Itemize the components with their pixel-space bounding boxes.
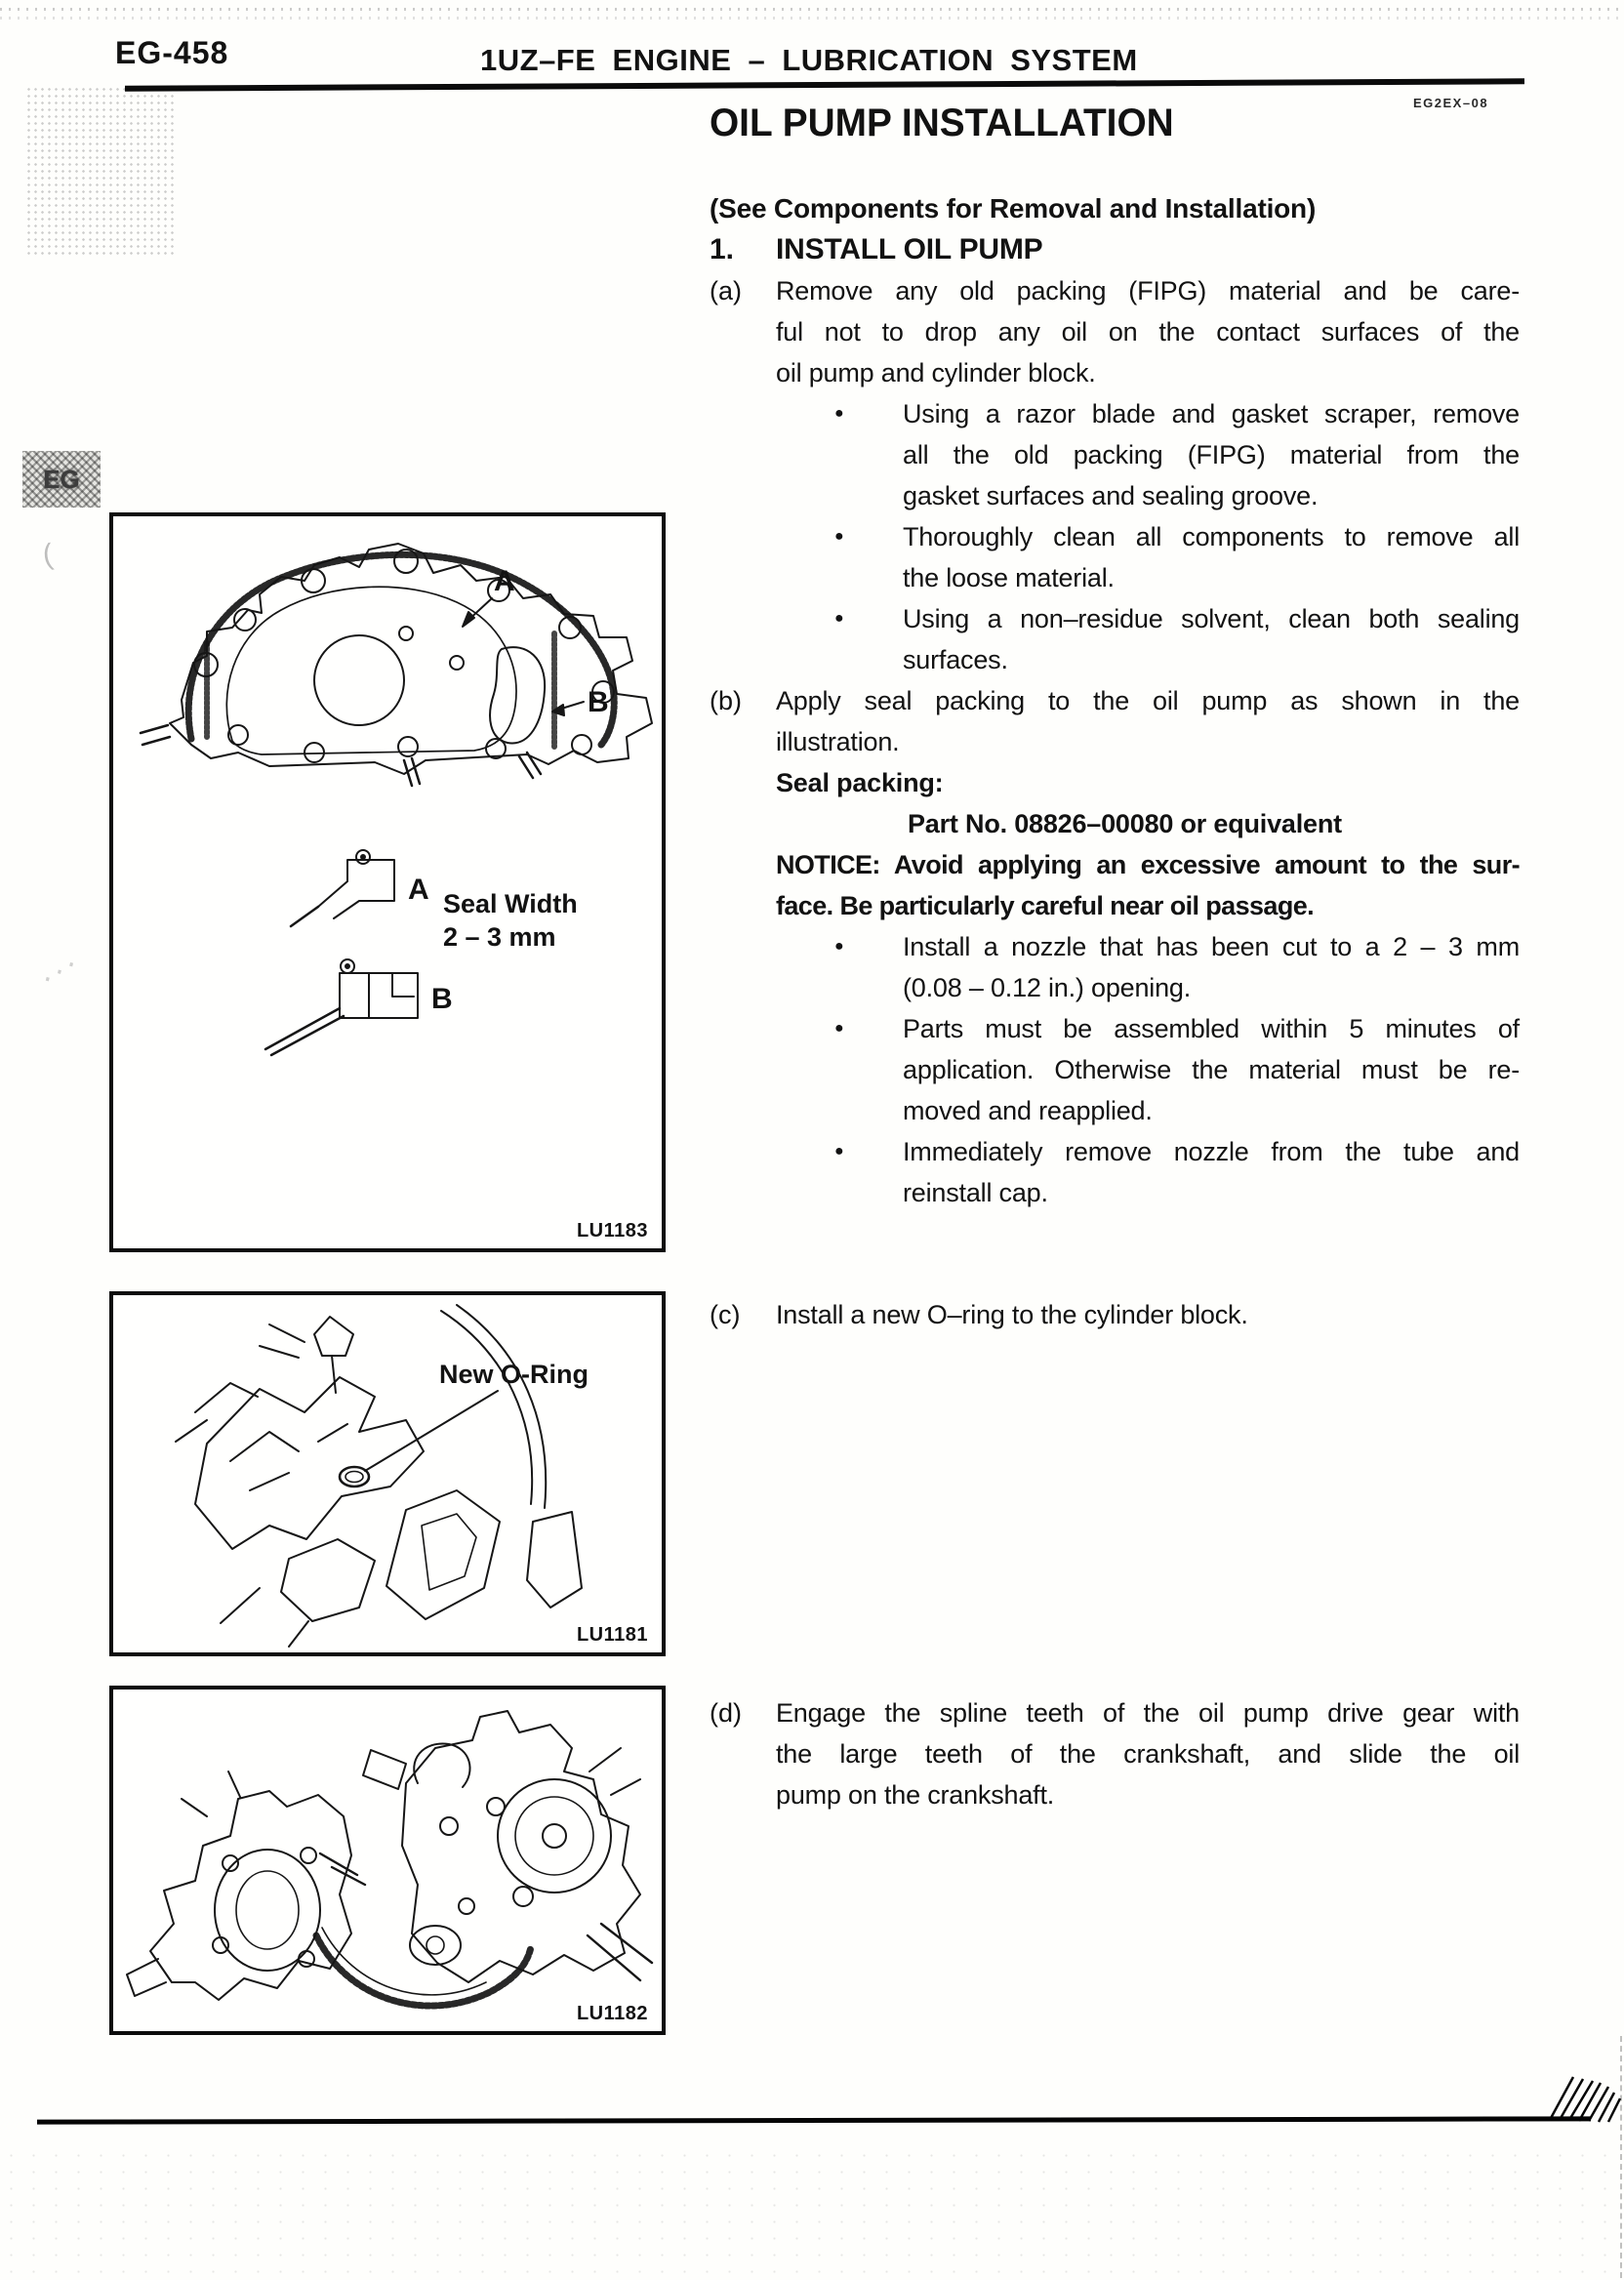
text-line: the loose material. — [903, 563, 1115, 592]
part-number: Part No. 08826–00080 or equivalent — [908, 809, 1342, 838]
para-d-marker: (d) — [710, 1698, 742, 1728]
scan-noise-top — [0, 8, 1624, 11]
para-d — [710, 1692, 1523, 1815]
header-rule — [125, 78, 1524, 92]
scan-noise-top — [0, 17, 1624, 20]
figure-new-o-ring — [109, 1291, 666, 1656]
bullet-marker: ● — [834, 1143, 844, 1160]
text-line: Remove any old packing (FIPG) material and be care- — [776, 276, 1520, 305]
figure-code: LU1182 — [576, 2003, 648, 2024]
oil-pump-crankshaft-diagram — [113, 1690, 662, 2031]
bullet-marker: ● — [834, 405, 844, 422]
para-c — [710, 1294, 1523, 1335]
bullet-item-4 — [710, 926, 1523, 1008]
bullet-item-1 — [710, 393, 1523, 516]
bullet-marker: ● — [834, 610, 844, 627]
para-b-marker: (b) — [710, 686, 742, 715]
text-line: Parts must be assembled within 5 minutes of — [903, 1014, 1520, 1043]
text-line: Install a nozzle that has been cut to a 2 – 3 mm — [903, 932, 1520, 961]
text-line: gasket surfaces and sealing groove. — [903, 481, 1319, 510]
text-line: Using a razor blade and gasket scraper, remove — [903, 399, 1520, 428]
cylinder-block-o-ring-diagram — [113, 1295, 662, 1652]
seal-packing-label: Seal packing: — [776, 768, 944, 797]
text-line: illustration. — [776, 727, 900, 756]
bullet-item-3 — [710, 598, 1523, 680]
scan-stray-mark: ( — [40, 538, 56, 572]
detail-label-a: A — [408, 874, 429, 906]
bullet-marker: ● — [834, 1020, 844, 1037]
doc-code: EG2EX–08 — [1413, 96, 1489, 110]
bullet-item-2 — [710, 516, 1523, 598]
para-c-marker: (c) — [710, 1300, 741, 1329]
step-title: INSTALL OIL PUMP — [776, 233, 1043, 265]
text-line: application. Otherwise the material must be re- — [903, 1055, 1520, 1084]
scan-stray-mark: ⋰ — [41, 952, 78, 992]
seal-width-caption: Seal Width — [443, 889, 578, 918]
bullet-marker: ● — [834, 528, 844, 545]
step-1 — [710, 229, 1523, 270]
text-line: reinstall cap. — [903, 1178, 1048, 1207]
figure-label-b: B — [588, 686, 609, 718]
page-number: EG-458 — [115, 35, 229, 70]
text-line: ful not to drop any oil on the contact surfaces of the — [776, 317, 1520, 346]
scan-hatch-mark — [1540, 2067, 1624, 2124]
figure-code: LU1181 — [576, 1624, 648, 1646]
step-number: 1. — [710, 233, 735, 265]
para-a-marker: (a) — [710, 276, 742, 305]
o-ring-annotation: New O-Ring — [439, 1360, 589, 1389]
bullet-item-5 — [710, 1008, 1523, 1131]
page-title: OIL PUMP INSTALLATION — [710, 102, 1174, 144]
text-line: surfaces. — [903, 645, 1008, 674]
procedure-text-column — [710, 188, 1523, 1213]
text-line: oil pump and cylinder block. — [776, 358, 1096, 387]
notice-line: NOTICE: Avoid applying an excessive amount to the sur- — [776, 850, 1520, 879]
para-a — [710, 270, 1523, 393]
bullet-item-6 — [710, 1131, 1523, 1213]
seal-width-value: 2 – 3 mm — [443, 922, 556, 952]
figure-seal-packing — [109, 512, 666, 1252]
text-line: moved and reapplied. — [903, 1096, 1153, 1125]
see-note: (See Components for Removal and Installation) — [710, 193, 1317, 224]
para-b — [710, 680, 1523, 926]
text-line: Immediately remove nozzle from the tube and — [903, 1137, 1520, 1166]
scan-speckle — [25, 86, 178, 257]
text-line: Using a non–residue solvent, clean both sealing — [903, 604, 1520, 633]
figure-crankshaft-engage — [109, 1686, 666, 2035]
text-line: Engage the spline teeth of the oil pump drive gear with — [776, 1698, 1520, 1728]
section-tab-eg: EG — [22, 451, 101, 508]
notice-line: face. Be particularly careful near oil passage. — [776, 891, 1315, 920]
text-line: Thoroughly clean all components to remove all — [903, 522, 1520, 551]
scan-bottom-line — [37, 2116, 1591, 2124]
figure-label-a: A — [494, 565, 515, 597]
text-line: all the old packing (FIPG) material from the — [903, 440, 1520, 469]
oil-pump-seal-diagram — [113, 516, 662, 1248]
text-line: the large teeth of the crankshaft, and slide the oil — [776, 1739, 1520, 1769]
text-line: Apply seal packing to the oil pump as shown in the — [776, 686, 1520, 715]
figure-code: LU1183 — [576, 1220, 648, 1242]
text-line: Install a new O–ring to the cylinder block. — [776, 1300, 1248, 1329]
scan-speckle — [0, 2147, 1624, 2274]
text-line: (0.08 – 0.12 in.) opening. — [903, 973, 1192, 1002]
text-line: pump on the crankshaft. — [776, 1780, 1055, 1810]
header-title: 1UZ–FE ENGINE – LUBRICATION SYSTEM — [480, 43, 1138, 77]
detail-label-b: B — [431, 983, 453, 1015]
bullet-marker: ● — [834, 938, 844, 955]
